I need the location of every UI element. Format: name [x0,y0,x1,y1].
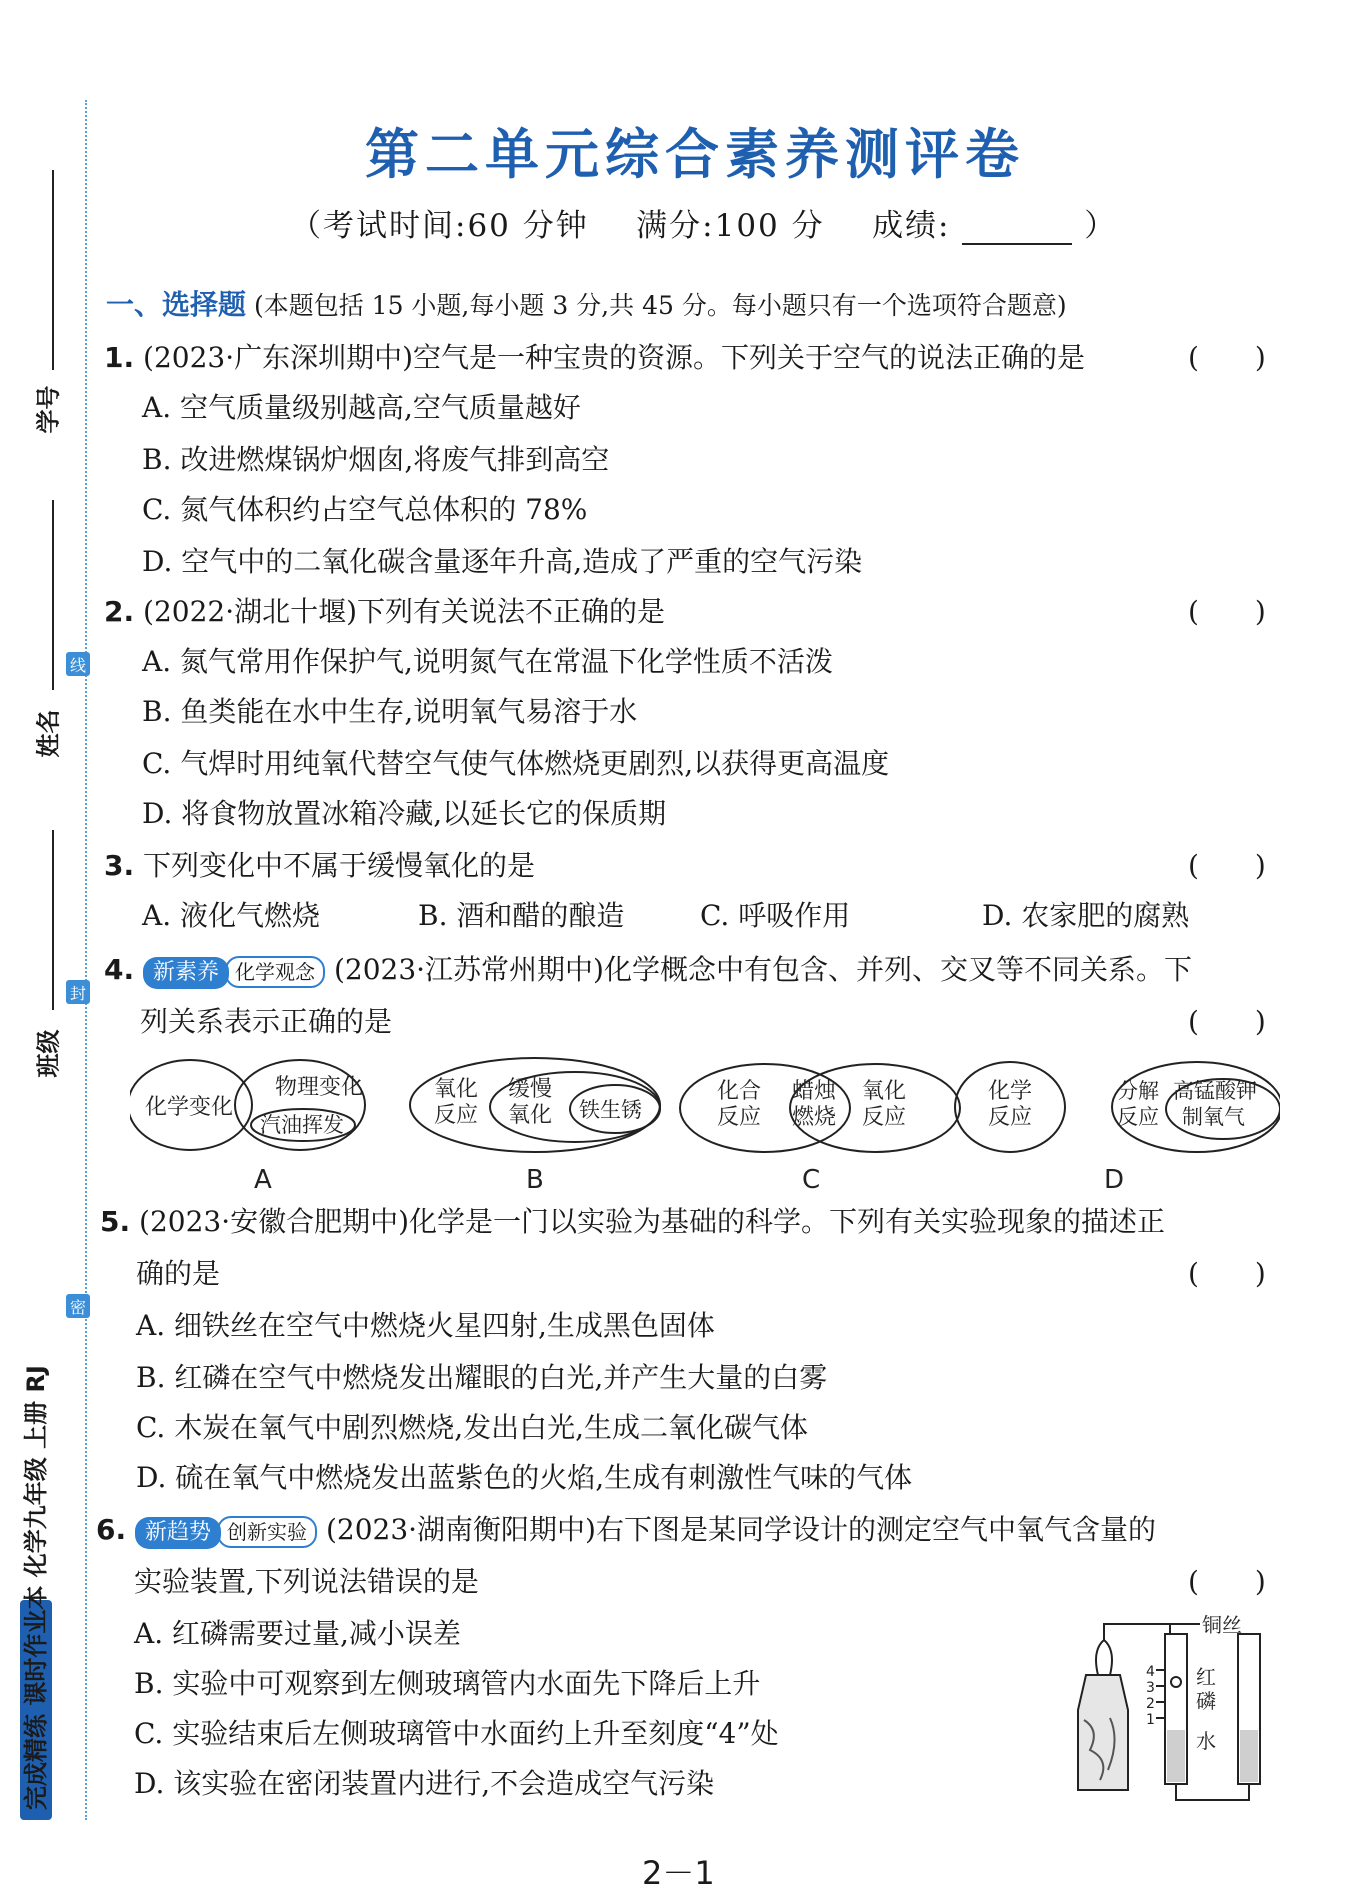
diagram-a-text: 汽油挥发 [260,1113,344,1137]
name-line [52,500,54,690]
scale-1: 1 [1146,1712,1155,1728]
question-number: 4. [104,953,135,986]
question-6-stem [96,1508,1156,1549]
diagram-a-label: A [254,1165,272,1195]
question-text: (2022·湖北十堰)下列有关说法不正确的是 [143,595,666,628]
answer-paren[interactable]: ( ) [1188,1005,1266,1038]
answer-paren[interactable]: ( ) [1188,849,1266,882]
option[interactable]: D. 农家肥的腐熟 [982,899,1190,932]
page-number: 2－1 [642,1854,715,1892]
diagram-c-text: 蜡烛 [792,1079,837,1104]
grade-label: 成绩: [872,208,951,244]
question-1-stem [104,336,1085,376]
question-text: (2023·广东深圳期中)空气是一种宝贵的资源。下列关于空气的说法正确的是 [143,341,1086,374]
diagram-d-text: 化学 [988,1079,1033,1104]
diagram-b-text: 氧化 [508,1103,553,1128]
apparatus-figure [1070,1610,1280,1810]
diagram-a-text: 化学变化 [145,1095,234,1120]
option[interactable]: C. 呼吸作用 [700,899,851,932]
spine-text: 完成精练 课时作业本 化学九年级 上册 RJ [22,1365,50,1810]
question-5-stem-cont: 确的是 [136,1257,221,1290]
question-number: 6. [96,1513,127,1546]
option[interactable]: B. 实验中可观察到左侧玻璃管内水面先下降后上升 [134,1667,761,1700]
option[interactable]: A. 细铁丝在空气中燃烧火星四射,生成黑色固体 [136,1309,715,1342]
diagram-d-text: 反应 [988,1105,1033,1130]
diagram-c-text: 燃烧 [792,1105,837,1130]
diagram-d-text: 反应 [1117,1105,1159,1129]
section-heading [106,283,1067,323]
book-spine-label [20,1160,52,1820]
option[interactable]: B. 改进燃煤锅炉烟囱,将废气排到高空 [142,443,610,476]
binding-dotted-line [85,100,87,1820]
question-text: (2023·江苏常州期中)化学概念中有包含、并列、交叉等不同关系。下 [333,953,1192,986]
diagram-b-text: 氧化 [434,1077,479,1102]
question-6-stem-cont: 实验装置,下列说法错误的是 [134,1565,479,1598]
answer-paren[interactable]: ( ) [1188,1257,1266,1290]
tag-chem-concept: 化学观念 [225,956,325,988]
option[interactable]: B. 红磷在空气中燃烧发出耀眼的白光,并产生大量的白雾 [136,1361,828,1394]
option[interactable]: C. 氮气体积约占空气总体积的 78% [142,493,588,526]
diagram-b-text: 缓慢 [508,1077,553,1102]
mark-bind: 密 [66,1294,90,1318]
option[interactable]: A. 液化气燃烧 [142,899,321,932]
option[interactable]: C. 木炭在氧气中剧烈燃烧,发出白光,生成二氧化碳气体 [136,1411,809,1444]
diagram-c-text: 反应 [862,1105,907,1130]
question-3-stem [104,844,535,884]
diagram-d-text: 制氧气 [1182,1105,1245,1129]
student-id-label: 学号 [34,385,63,434]
option[interactable]: B. 鱼类能在水中生存,说明氧气易溶于水 [142,695,638,728]
exam-info [290,200,1117,245]
option[interactable]: C. 实验结束后左侧玻璃管中水面约上升至刻度“4”处 [134,1717,779,1750]
diagram-c-text: 反应 [717,1105,762,1130]
diagram-d-text: 高锰酸钾 [1173,1079,1257,1103]
question-text: 下列变化中不属于缓慢氧化的是 [143,849,536,882]
label-phosphorus: 磷 [1196,1689,1216,1713]
section-desc: (本题包括 15 小题,每小题 3 分,共 45 分。每小题只有一个选项符合题意) [253,291,1067,320]
question-5-stem [100,1200,1165,1240]
option[interactable]: A. 红磷需要过量,减小误差 [134,1617,461,1650]
mark-line: 线 [66,652,90,676]
exam-full-score: 满分:100 分 [636,208,825,244]
scale-3: 3 [1146,1680,1155,1696]
tag-innovative-experiment: 创新实验 [217,1516,317,1548]
tag-new-trend: 新趋势 [135,1517,221,1549]
exam-info-close: ） [1084,208,1118,244]
answer-paren[interactable]: ( ) [1188,341,1266,374]
question-4-stem [104,948,1192,989]
option[interactable]: A. 空气质量级别越高,空气质量越好 [142,391,581,424]
question-number: 1. [104,341,135,374]
label-copper-wire: 铜丝 [1202,1613,1242,1637]
tag-new-literacy: 新素养 [143,957,229,989]
student-id-line [52,170,54,370]
name-label: 姓名 [34,709,63,758]
grade-blank[interactable] [962,213,1072,245]
exam-time: （考试时间:60 分钟 [290,208,589,244]
class-label: 班级 [34,1029,63,1078]
option[interactable]: A. 氮气常用作保护气,说明氮气在常温下化学性质不活泼 [142,645,833,678]
label-water: 水 [1196,1729,1216,1753]
mark-seal: 封 [66,980,90,1004]
diagram-d-text: 分解 [1117,1079,1159,1103]
question-text: (2023·安徽合肥期中)化学是一门以实验为基础的科学。下列有关实验现象的描述正 [139,1205,1166,1238]
diagram-b-text: 反应 [434,1103,479,1128]
label-red: 红 [1196,1665,1216,1689]
answer-paren[interactable]: ( ) [1188,595,1266,628]
option[interactable]: D. 该实验在密闭装置内进行,不会造成空气污染 [134,1767,715,1800]
option[interactable]: D. 将食物放置冰箱冷藏,以延长它的保质期 [142,797,667,830]
diagram-c-label: C [802,1165,821,1195]
diagram-c-text: 化合 [717,1079,762,1104]
class-line [52,830,54,1010]
option[interactable]: D. 空气中的二氧化碳含量逐年升高,造成了严重的空气污染 [142,545,863,578]
question-text: (2023·湖南衡阳期中)右下图是某同学设计的测定空气中氧气含量的 [325,1513,1156,1546]
answer-paren[interactable]: ( ) [1188,1565,1266,1598]
concept-diagrams [130,1050,1280,1200]
diagram-d-label: D [1104,1165,1125,1195]
diagram-c-text: 氧化 [862,1079,907,1104]
question-4-stem-cont: 列关系表示正确的是 [140,1005,393,1038]
scale-4: 4 [1146,1664,1155,1680]
option[interactable]: B. 酒和醋的酿造 [418,899,625,932]
diagram-a-text: 物理变化 [275,1075,364,1100]
question-number: 3. [104,849,135,882]
page-title: 第二单元综合素养测评卷 [365,122,1025,186]
option[interactable]: D. 硫在氧气中燃烧发出蓝紫色的火焰,生成有刺激性气味的气体 [136,1461,913,1494]
scale-2: 2 [1146,1696,1155,1712]
diagram-b-text: 铁生锈 [579,1098,642,1122]
diagram-b-label: B [526,1165,544,1195]
option[interactable]: C. 气焊时用纯氧代替空气使气体燃烧更剧烈,以获得更高温度 [142,747,890,780]
question-number: 5. [100,1205,131,1238]
section-title: 一、选择题 [106,288,247,321]
question-2-stem [104,590,665,630]
question-number: 2. [104,595,135,628]
